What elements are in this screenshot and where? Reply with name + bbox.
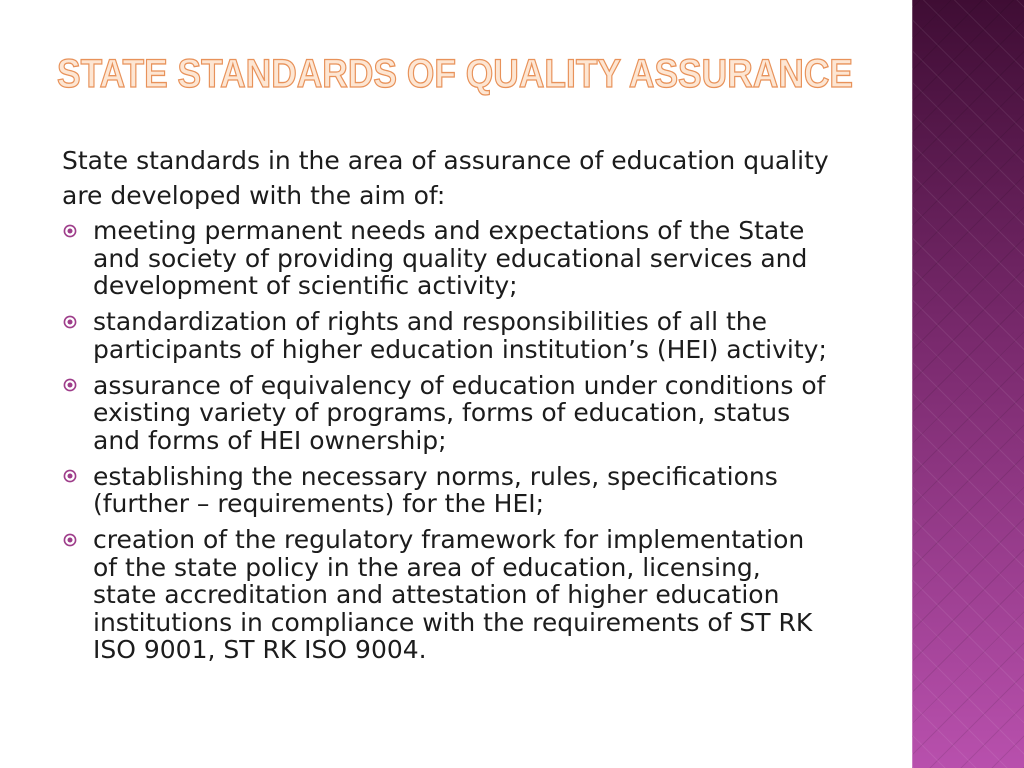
intro-line: State standards in the area of assurance of education quality bbox=[62, 145, 829, 175]
circled-dot-icon bbox=[63, 533, 77, 547]
bullet-item bbox=[62, 463, 902, 518]
slide-title-text: STATE STANDARDS OF QUALITY ASSURANCE bbox=[57, 52, 853, 96]
circled-dot-icon bbox=[63, 315, 77, 329]
bullet-text-line: assurance of equivalency of education under conditions of bbox=[93, 370, 826, 400]
bullet-dot bbox=[68, 319, 73, 324]
bullet-text-line: and society of providing quality educational services and bbox=[93, 243, 808, 273]
bullet-text-line: participants of higher education institution’s (HEI) activity; bbox=[93, 334, 827, 364]
intro-line: are developed with the aim of: bbox=[62, 180, 446, 210]
bullet-text-line: state accreditation and attestation of higher education bbox=[93, 580, 780, 609]
bullet-list bbox=[62, 217, 902, 664]
bullet-text-line: ISO 9001, ST RK ISO 9004. bbox=[93, 635, 427, 664]
bullet-text-line: creation of the regulatory framework for implementation bbox=[93, 525, 805, 554]
bullet-text-line: meeting permanent needs and expectations of the State bbox=[93, 216, 805, 245]
slide-title bbox=[57, 50, 857, 98]
bullet-item bbox=[62, 217, 902, 300]
bullet-text-line: standardization of rights and responsibilities of all the bbox=[93, 307, 767, 336]
bullet-text-line: development of scientific activity; bbox=[93, 271, 518, 300]
bullet-text-line: existing variety of programs, forms of education, status bbox=[93, 398, 791, 427]
bullet-text-line: and forms of HEI ownership; bbox=[93, 425, 447, 455]
circled-dot-icon bbox=[63, 224, 77, 238]
circled-dot-icon bbox=[63, 378, 77, 392]
decorative-side-band bbox=[912, 0, 1024, 768]
bullet-item bbox=[62, 372, 902, 455]
bullet-dot bbox=[68, 474, 73, 479]
bullet-text-line: (further – requirements) for the HEI; bbox=[93, 489, 545, 518]
slide-body bbox=[62, 143, 902, 673]
intro-paragraph bbox=[62, 143, 902, 213]
bullet-dot bbox=[68, 537, 73, 542]
bullet-dot bbox=[68, 228, 73, 233]
bullet-dot bbox=[68, 383, 73, 388]
bullet-text-line: of the state policy in the area of education, licensing, bbox=[93, 552, 761, 582]
bullet-item bbox=[62, 526, 902, 664]
bullet-text-line: establishing the necessary norms, rules, specifications bbox=[93, 461, 778, 491]
circled-dot-icon bbox=[63, 469, 77, 483]
bullet-item bbox=[62, 308, 902, 363]
bullet-text-line: institutions in compliance with the requirements of ST RK bbox=[93, 607, 813, 637]
